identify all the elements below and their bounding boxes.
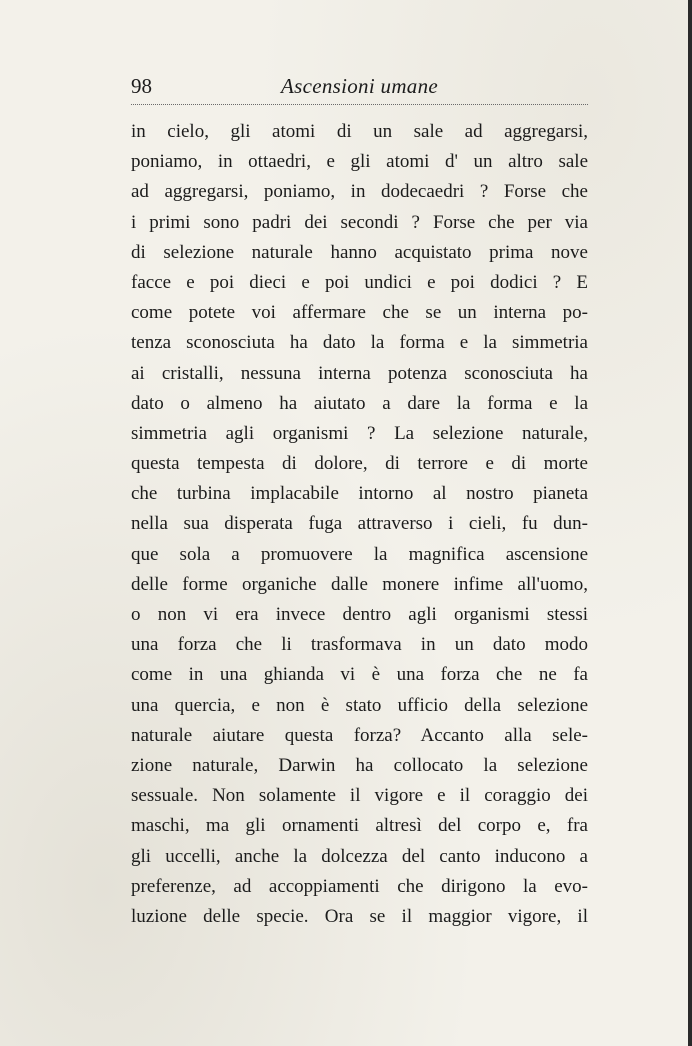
text-line: delle forme organiche dalle monere infime all'uomo, [131, 573, 588, 595]
text-line: que sola a promuovere la magnifica ascensione [131, 543, 588, 565]
text-line: simmetria agli organismi ? La selezione naturale, [131, 422, 588, 444]
text-line: naturale aiutare questa forza? Accanto alla sele- [131, 724, 588, 746]
text-line: ai cristalli, nessuna interna potenza sconosciuta ha [131, 362, 588, 384]
body-text [131, 117, 588, 932]
page-number: 98 [131, 74, 152, 98]
text-line: tenza sconosciuta ha dato la forma e la simmetria [131, 332, 588, 354]
text-line: di selezione naturale hanno acquistato prima nove [131, 241, 588, 263]
text-line: o non vi era invece dentro agli organismi stessi [131, 604, 588, 625]
text-line: poniamo, in ottaedri, e gli atomi d' un altro sale [131, 151, 588, 173]
text-line: una forza che li trasformava in un dato modo [131, 634, 588, 656]
text-line: in cielo, gli atomi di un sale ad aggregarsi, [131, 121, 588, 142]
text-line: zione naturale, Darwin ha collocato la selezione [131, 754, 588, 776]
page-edge-shadow [688, 0, 692, 1046]
text-line: facce e poi dieci e poi undici e poi dodici ? E [131, 271, 588, 293]
header-divider [131, 104, 588, 105]
text-line: questa tempesta di dolore, di terrore e di morte [131, 453, 588, 475]
text-line: maschi, ma gli ornamenti altresì del corpo e, fra [131, 815, 588, 837]
text-line: ad aggregarsi, poniamo, in dodecaedri ? Forse che [131, 181, 588, 203]
running-title: Ascensioni umane [280, 74, 439, 98]
text-line: sessuale. Non solamente il vigore e il coraggio dei [131, 785, 588, 807]
text-line: dato o almeno ha aiutato a dare la forma e la [131, 392, 588, 414]
text-line: come potete voi affermare che se un interna po- [131, 302, 588, 324]
text-line: gli uccelli, anche la dolcezza del canto inducono a [131, 845, 588, 867]
text-line: i primi sono padri dei secondi ? Forse che per via [131, 211, 588, 233]
page-header [131, 74, 588, 104]
text-line: che turbina implacabile intorno al nostro pianeta [131, 483, 588, 505]
text-line: nella sua disperata fuga attraverso i cieli, fu dun- [131, 513, 588, 535]
text-line: preferenze, ad accoppiamenti che dirigono la evo- [131, 875, 588, 897]
text-line: come in una ghianda vi è una forza che ne fa [131, 664, 588, 686]
text-line: luzione delle specie. Ora se il maggior vigore, il [131, 905, 588, 927]
text-line: una quercia, e non è stato ufficio della selezione [131, 694, 588, 716]
